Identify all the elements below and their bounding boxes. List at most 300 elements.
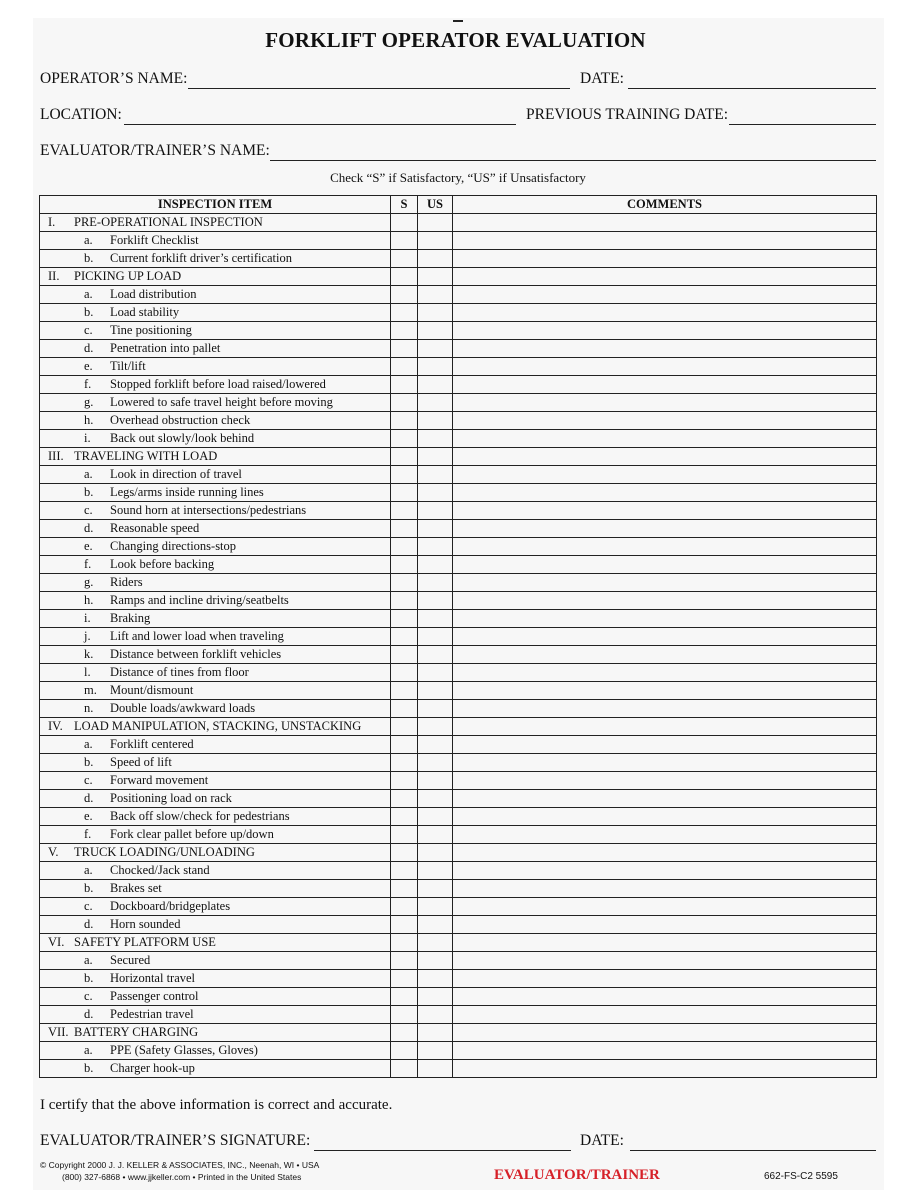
us-checkbox-cell[interactable] <box>418 862 453 880</box>
s-checkbox-cell[interactable] <box>391 412 418 430</box>
section-number: I. <box>48 215 56 229</box>
us-checkbox-cell[interactable] <box>418 916 453 934</box>
item-text: Forklift centered <box>110 737 194 751</box>
inspection-item-cell <box>40 790 391 808</box>
s-checkbox-cell[interactable] <box>391 340 418 358</box>
s-checkbox-cell[interactable] <box>391 682 418 700</box>
item-text: Back out slowly/look behind <box>110 431 255 445</box>
inspection-item-cell <box>40 358 391 376</box>
item-letter: c. <box>84 989 93 1003</box>
item-text: Back off slow/check for pedestrians <box>110 809 290 823</box>
inspection-item-cell <box>40 412 391 430</box>
table-row <box>40 394 877 412</box>
section-row <box>40 718 877 736</box>
comments-cell[interactable] <box>453 610 877 628</box>
table-row <box>40 970 877 988</box>
item-text: Distance of tines from floor <box>110 665 249 679</box>
comments-cell[interactable] <box>453 502 877 520</box>
item-letter: j. <box>84 629 91 643</box>
item-text: Lift and lower load when traveling <box>110 629 284 643</box>
item-text: Chocked/Jack stand <box>110 863 210 877</box>
item-text: Look in direction of travel <box>110 467 242 481</box>
s-checkbox-cell[interactable] <box>391 1042 418 1060</box>
s-checkbox-cell[interactable] <box>391 772 418 790</box>
table-row <box>40 628 877 646</box>
s-checkbox-cell[interactable] <box>391 664 418 682</box>
comments-cell[interactable] <box>453 970 877 988</box>
us-checkbox-cell[interactable] <box>418 628 453 646</box>
s-checkbox-cell[interactable] <box>391 574 418 592</box>
inspection-item-cell <box>40 916 391 934</box>
section-title-cell <box>40 214 391 232</box>
comments-cell[interactable] <box>453 286 877 304</box>
inspection-item-cell <box>40 646 391 664</box>
us-checkbox-cell[interactable] <box>418 664 453 682</box>
comments-cell[interactable] <box>453 574 877 592</box>
comments-cell[interactable] <box>453 376 877 394</box>
signature-row <box>40 1132 876 1154</box>
s-checkbox-cell[interactable] <box>391 736 418 754</box>
us-checkbox-cell[interactable] <box>418 232 453 250</box>
header-inspection-item: INSPECTION ITEM <box>40 196 391 214</box>
comments-cell[interactable] <box>453 1060 877 1078</box>
item-text: Charger hook-up <box>110 1061 195 1075</box>
item-text: Positioning load on rack <box>110 791 232 805</box>
table-row <box>40 520 877 538</box>
us-checkbox-cell[interactable] <box>418 304 453 322</box>
item-letter: d. <box>84 791 94 805</box>
table-row <box>40 466 877 484</box>
comments-cell[interactable] <box>453 466 877 484</box>
inspection-item-cell <box>40 430 391 448</box>
s-checkbox-cell[interactable] <box>391 700 418 718</box>
comments-cell[interactable] <box>453 1042 877 1060</box>
s-checkbox-cell[interactable] <box>391 610 418 628</box>
table-row <box>40 340 877 358</box>
s-checkbox-cell[interactable] <box>391 1024 418 1042</box>
us-checkbox-cell[interactable] <box>418 1042 453 1060</box>
item-text: Ramps and incline driving/seatbelts <box>110 593 289 607</box>
s-checkbox-cell[interactable] <box>391 592 418 610</box>
item-letter: a. <box>84 1043 93 1057</box>
inspection-item-cell <box>40 898 391 916</box>
us-checkbox-cell[interactable] <box>418 448 453 466</box>
item-text: PPE (Safety Glasses, Gloves) <box>110 1043 258 1057</box>
item-letter: b. <box>84 305 94 319</box>
item-letter: b. <box>84 251 94 265</box>
certification-statement: I certify that the above information is correct and accurate. <box>40 1097 393 1113</box>
us-checkbox-cell[interactable] <box>418 970 453 988</box>
s-checkbox-cell[interactable] <box>391 448 418 466</box>
table-row <box>40 250 877 268</box>
header-s: S <box>391 196 418 214</box>
us-checkbox-cell[interactable] <box>418 952 453 970</box>
section-title: BATTERY CHARGING <box>74 1025 199 1039</box>
comments-cell[interactable] <box>453 430 877 448</box>
us-checkbox-cell[interactable] <box>418 286 453 304</box>
comments-cell[interactable] <box>453 394 877 412</box>
evaluator-name-label: EVALUATOR/TRAINER’S NAME: <box>40 142 270 159</box>
s-checkbox-cell[interactable] <box>391 628 418 646</box>
inspection-item-cell <box>40 826 391 844</box>
comments-cell[interactable] <box>453 772 877 790</box>
inspection-item-cell <box>40 862 391 880</box>
evaluation-table-body <box>40 214 877 1078</box>
section-row <box>40 268 877 286</box>
section-number: VI. <box>48 935 65 949</box>
us-checkbox-cell[interactable] <box>418 214 453 232</box>
table-row <box>40 412 877 430</box>
header-comments: COMMENTS <box>453 196 877 214</box>
section-number: IV. <box>48 719 63 733</box>
us-checkbox-cell[interactable] <box>418 610 453 628</box>
us-checkbox-cell[interactable] <box>418 430 453 448</box>
s-checkbox-cell[interactable] <box>391 214 418 232</box>
comments-cell[interactable] <box>453 664 877 682</box>
item-letter: f. <box>84 557 92 571</box>
item-letter: d. <box>84 917 94 931</box>
comments-cell[interactable] <box>453 952 877 970</box>
date-field[interactable] <box>628 88 876 89</box>
item-letter: h. <box>84 413 94 427</box>
comments-cell[interactable] <box>453 520 877 538</box>
inspection-item-cell <box>40 1042 391 1060</box>
inspection-item-cell <box>40 988 391 1006</box>
item-text: Forward movement <box>110 773 209 787</box>
table-row <box>40 700 877 718</box>
form-number: 662-FS-C2 5595 <box>764 1171 838 1182</box>
table-row <box>40 664 877 682</box>
s-checkbox-cell[interactable] <box>391 988 418 1006</box>
s-checkbox-cell[interactable] <box>391 232 418 250</box>
s-checkbox-cell[interactable] <box>391 952 418 970</box>
us-checkbox-cell[interactable] <box>418 880 453 898</box>
us-checkbox-cell[interactable] <box>418 988 453 1006</box>
item-letter: g. <box>84 575 94 589</box>
item-text: Secured <box>110 953 151 967</box>
us-checkbox-cell[interactable] <box>418 1024 453 1042</box>
inspection-item-cell <box>40 538 391 556</box>
comments-cell[interactable] <box>453 448 877 466</box>
evaluator-name-field[interactable] <box>270 160 876 161</box>
inspection-item-cell <box>40 970 391 988</box>
signature-date-label: DATE: <box>580 1132 624 1149</box>
comments-cell[interactable] <box>453 1024 877 1042</box>
inspection-item-cell <box>40 232 391 250</box>
inspection-item-cell <box>40 664 391 682</box>
item-text: Speed of lift <box>110 755 172 769</box>
comments-cell[interactable] <box>453 736 877 754</box>
signature-date-field[interactable] <box>630 1150 876 1151</box>
previous-training-date-field[interactable] <box>729 124 876 125</box>
section-title: SAFETY PLATFORM USE <box>74 935 216 949</box>
us-checkbox-cell[interactable] <box>418 556 453 574</box>
s-checkbox-cell[interactable] <box>391 934 418 952</box>
item-letter: a. <box>84 737 93 751</box>
s-checkbox-cell[interactable] <box>391 484 418 502</box>
table-row <box>40 538 877 556</box>
inspection-item-cell <box>40 682 391 700</box>
s-checkbox-cell[interactable] <box>391 754 418 772</box>
item-letter: c. <box>84 899 93 913</box>
item-letter: m. <box>84 683 97 697</box>
item-letter: d. <box>84 341 94 355</box>
copyright-text: © Copyright 2000 J. J. KELLER & ASSOCIATES, INC., Neenah, WI • USA <box>40 1160 320 1170</box>
comments-cell[interactable] <box>453 916 877 934</box>
comments-cell[interactable] <box>453 934 877 952</box>
us-checkbox-cell[interactable] <box>418 250 453 268</box>
table-row <box>40 502 877 520</box>
s-checkbox-cell[interactable] <box>391 970 418 988</box>
contact-text: (800) 327-6868 • www.jjkeller.com • Printed in the United States <box>62 1172 302 1182</box>
table-row <box>40 322 877 340</box>
comments-cell[interactable] <box>453 232 877 250</box>
item-text: Legs/arms inside running lines <box>110 485 264 499</box>
us-checkbox-cell[interactable] <box>418 322 453 340</box>
table-row <box>40 484 877 502</box>
comments-cell[interactable] <box>453 484 877 502</box>
us-checkbox-cell[interactable] <box>418 412 453 430</box>
item-text: Horn sounded <box>110 917 181 931</box>
table-row <box>40 556 877 574</box>
evaluator-row <box>40 142 876 164</box>
comments-cell[interactable] <box>453 358 877 376</box>
s-checkbox-cell[interactable] <box>391 916 418 934</box>
s-checkbox-cell[interactable] <box>391 826 418 844</box>
s-checkbox-cell[interactable] <box>391 538 418 556</box>
comments-cell[interactable] <box>453 646 877 664</box>
footer-copyright-block <box>40 1159 319 1183</box>
s-checkbox-cell[interactable] <box>391 556 418 574</box>
signature-label: EVALUATOR/TRAINER’S SIGNATURE: <box>40 1132 311 1149</box>
item-text: Forklift Checklist <box>110 233 199 247</box>
table-row <box>40 1042 877 1060</box>
form-title: FORKLIFT OPERATOR EVALUATION <box>265 28 646 52</box>
item-text: Stopped forklift before load raised/lowered <box>110 377 326 391</box>
comments-cell[interactable] <box>453 628 877 646</box>
s-checkbox-cell[interactable] <box>391 1006 418 1024</box>
item-text: Changing directions-stop <box>110 539 237 553</box>
us-checkbox-cell[interactable] <box>418 898 453 916</box>
item-text: Lowered to safe travel height before moving <box>110 395 333 409</box>
location-field[interactable] <box>124 124 516 125</box>
comments-cell[interactable] <box>453 718 877 736</box>
item-letter: d. <box>84 521 94 535</box>
us-checkbox-cell[interactable] <box>418 736 453 754</box>
inspection-item-cell <box>40 1060 391 1078</box>
comments-cell[interactable] <box>453 538 877 556</box>
inspection-item-cell <box>40 754 391 772</box>
s-checkbox-cell[interactable] <box>391 394 418 412</box>
item-letter: c. <box>84 323 93 337</box>
comments-cell[interactable] <box>453 808 877 826</box>
operator-name-label: OPERATOR’S NAME: <box>40 70 188 87</box>
section-row <box>40 934 877 952</box>
comments-cell[interactable] <box>453 862 877 880</box>
item-text: Double loads/awkward loads <box>110 701 256 715</box>
inspection-item-cell <box>40 304 391 322</box>
section-title: TRUCK LOADING/UNLOADING <box>74 845 255 859</box>
s-checkbox-cell[interactable] <box>391 430 418 448</box>
item-letter: b. <box>84 971 94 985</box>
us-checkbox-cell[interactable] <box>418 826 453 844</box>
section-title: PICKING UP LOAD <box>74 269 182 283</box>
comments-cell[interactable] <box>453 880 877 898</box>
us-checkbox-cell[interactable] <box>418 844 453 862</box>
table-row <box>40 1060 877 1078</box>
s-checkbox-cell[interactable] <box>391 646 418 664</box>
item-text: Tine positioning <box>110 323 192 337</box>
table-row <box>40 430 877 448</box>
comments-cell[interactable] <box>453 754 877 772</box>
s-checkbox-cell[interactable] <box>391 844 418 862</box>
s-checkbox-cell[interactable] <box>391 250 418 268</box>
us-checkbox-cell[interactable] <box>418 682 453 700</box>
s-checkbox-cell[interactable] <box>391 790 418 808</box>
table-row <box>40 376 877 394</box>
item-letter: c. <box>84 773 93 787</box>
us-checkbox-cell[interactable] <box>418 484 453 502</box>
us-checkbox-cell[interactable] <box>418 502 453 520</box>
us-checkbox-cell[interactable] <box>418 538 453 556</box>
item-letter: a. <box>84 863 93 877</box>
s-checkbox-cell[interactable] <box>391 880 418 898</box>
comments-cell[interactable] <box>453 412 877 430</box>
comments-cell[interactable] <box>453 556 877 574</box>
inspection-item-cell <box>40 574 391 592</box>
comments-cell[interactable] <box>453 214 877 232</box>
us-checkbox-cell[interactable] <box>418 520 453 538</box>
us-checkbox-cell[interactable] <box>418 1006 453 1024</box>
us-checkbox-cell[interactable] <box>418 340 453 358</box>
s-checkbox-cell[interactable] <box>391 358 418 376</box>
location-row <box>40 106 876 128</box>
item-text: Fork clear pallet before up/down <box>110 827 274 841</box>
item-letter: e. <box>84 809 93 823</box>
s-checkbox-cell[interactable] <box>391 304 418 322</box>
item-text: Pedestrian travel <box>110 1007 194 1021</box>
s-checkbox-cell[interactable] <box>391 268 418 286</box>
comments-cell[interactable] <box>453 250 877 268</box>
us-checkbox-cell[interactable] <box>418 574 453 592</box>
table-row <box>40 898 877 916</box>
inspection-item-cell <box>40 484 391 502</box>
s-checkbox-cell[interactable] <box>391 376 418 394</box>
item-letter: a. <box>84 233 93 247</box>
us-checkbox-cell[interactable] <box>418 358 453 376</box>
section-row <box>40 214 877 232</box>
comments-cell[interactable] <box>453 790 877 808</box>
s-checkbox-cell[interactable] <box>391 466 418 484</box>
s-checkbox-cell[interactable] <box>391 862 418 880</box>
us-checkbox-cell[interactable] <box>418 646 453 664</box>
us-checkbox-cell[interactable] <box>418 718 453 736</box>
inspection-item-cell <box>40 700 391 718</box>
signature-field[interactable] <box>314 1150 571 1151</box>
comments-cell[interactable] <box>453 682 877 700</box>
comments-cell[interactable] <box>453 898 877 916</box>
us-checkbox-cell[interactable] <box>418 376 453 394</box>
us-checkbox-cell[interactable] <box>418 754 453 772</box>
comments-cell[interactable] <box>453 592 877 610</box>
us-checkbox-cell[interactable] <box>418 934 453 952</box>
section-number: III. <box>48 449 64 463</box>
us-checkbox-cell[interactable] <box>418 808 453 826</box>
item-letter: f. <box>84 827 92 841</box>
section-title-cell <box>40 718 391 736</box>
comments-cell[interactable] <box>453 268 877 286</box>
us-checkbox-cell[interactable] <box>418 268 453 286</box>
us-checkbox-cell[interactable] <box>418 394 453 412</box>
table-row <box>40 304 877 322</box>
us-checkbox-cell[interactable] <box>418 772 453 790</box>
comments-cell[interactable] <box>453 322 877 340</box>
comments-cell[interactable] <box>453 988 877 1006</box>
s-checkbox-cell[interactable] <box>391 520 418 538</box>
instruction-text: Check “S” if Satisfactory, “US” if Unsatisfactory <box>330 170 586 185</box>
table-row <box>40 916 877 934</box>
table-row <box>40 682 877 700</box>
s-checkbox-cell[interactable] <box>391 286 418 304</box>
us-checkbox-cell[interactable] <box>418 592 453 610</box>
s-checkbox-cell[interactable] <box>391 502 418 520</box>
inspection-item-cell <box>40 808 391 826</box>
copy-label: EVALUATOR/TRAINER <box>494 1167 660 1183</box>
comments-cell[interactable] <box>453 304 877 322</box>
table-row <box>40 952 877 970</box>
comments-cell[interactable] <box>453 826 877 844</box>
us-checkbox-cell[interactable] <box>418 466 453 484</box>
table-row <box>40 574 877 592</box>
table-row <box>40 790 877 808</box>
table-header-row <box>40 196 877 214</box>
item-text: Braking <box>110 611 151 625</box>
item-letter: b. <box>84 1061 94 1075</box>
s-checkbox-cell[interactable] <box>391 808 418 826</box>
s-checkbox-cell[interactable] <box>391 1060 418 1078</box>
item-text: Horizontal travel <box>110 971 196 985</box>
s-checkbox-cell[interactable] <box>391 718 418 736</box>
s-checkbox-cell[interactable] <box>391 322 418 340</box>
us-checkbox-cell[interactable] <box>418 700 453 718</box>
comments-cell[interactable] <box>453 340 877 358</box>
section-title: PRE-OPERATIONAL INSPECTION <box>74 215 263 229</box>
inspection-item-cell <box>40 628 391 646</box>
item-text: Overhead obstruction check <box>110 413 251 427</box>
comments-cell[interactable] <box>453 1006 877 1024</box>
inspection-item-cell <box>40 286 391 304</box>
us-checkbox-cell[interactable] <box>418 790 453 808</box>
comments-cell[interactable] <box>453 844 877 862</box>
item-letter: b. <box>84 881 94 895</box>
item-letter: n. <box>84 701 94 715</box>
comments-cell[interactable] <box>453 700 877 718</box>
item-text: Tilt/lift <box>110 359 146 373</box>
s-checkbox-cell[interactable] <box>391 898 418 916</box>
section-title: LOAD MANIPULATION, STACKING, UNSTACKING <box>74 719 362 733</box>
section-title-cell <box>40 268 391 286</box>
item-text: Passenger control <box>110 989 199 1003</box>
item-letter: i. <box>84 611 91 625</box>
us-checkbox-cell[interactable] <box>418 1060 453 1078</box>
item-letter: e. <box>84 539 93 553</box>
item-letter: d. <box>84 1007 94 1021</box>
item-text: Load distribution <box>110 287 197 301</box>
section-row <box>40 448 877 466</box>
top-mark <box>453 20 463 22</box>
operator-name-field[interactable] <box>188 88 570 89</box>
item-letter: i. <box>84 431 91 445</box>
